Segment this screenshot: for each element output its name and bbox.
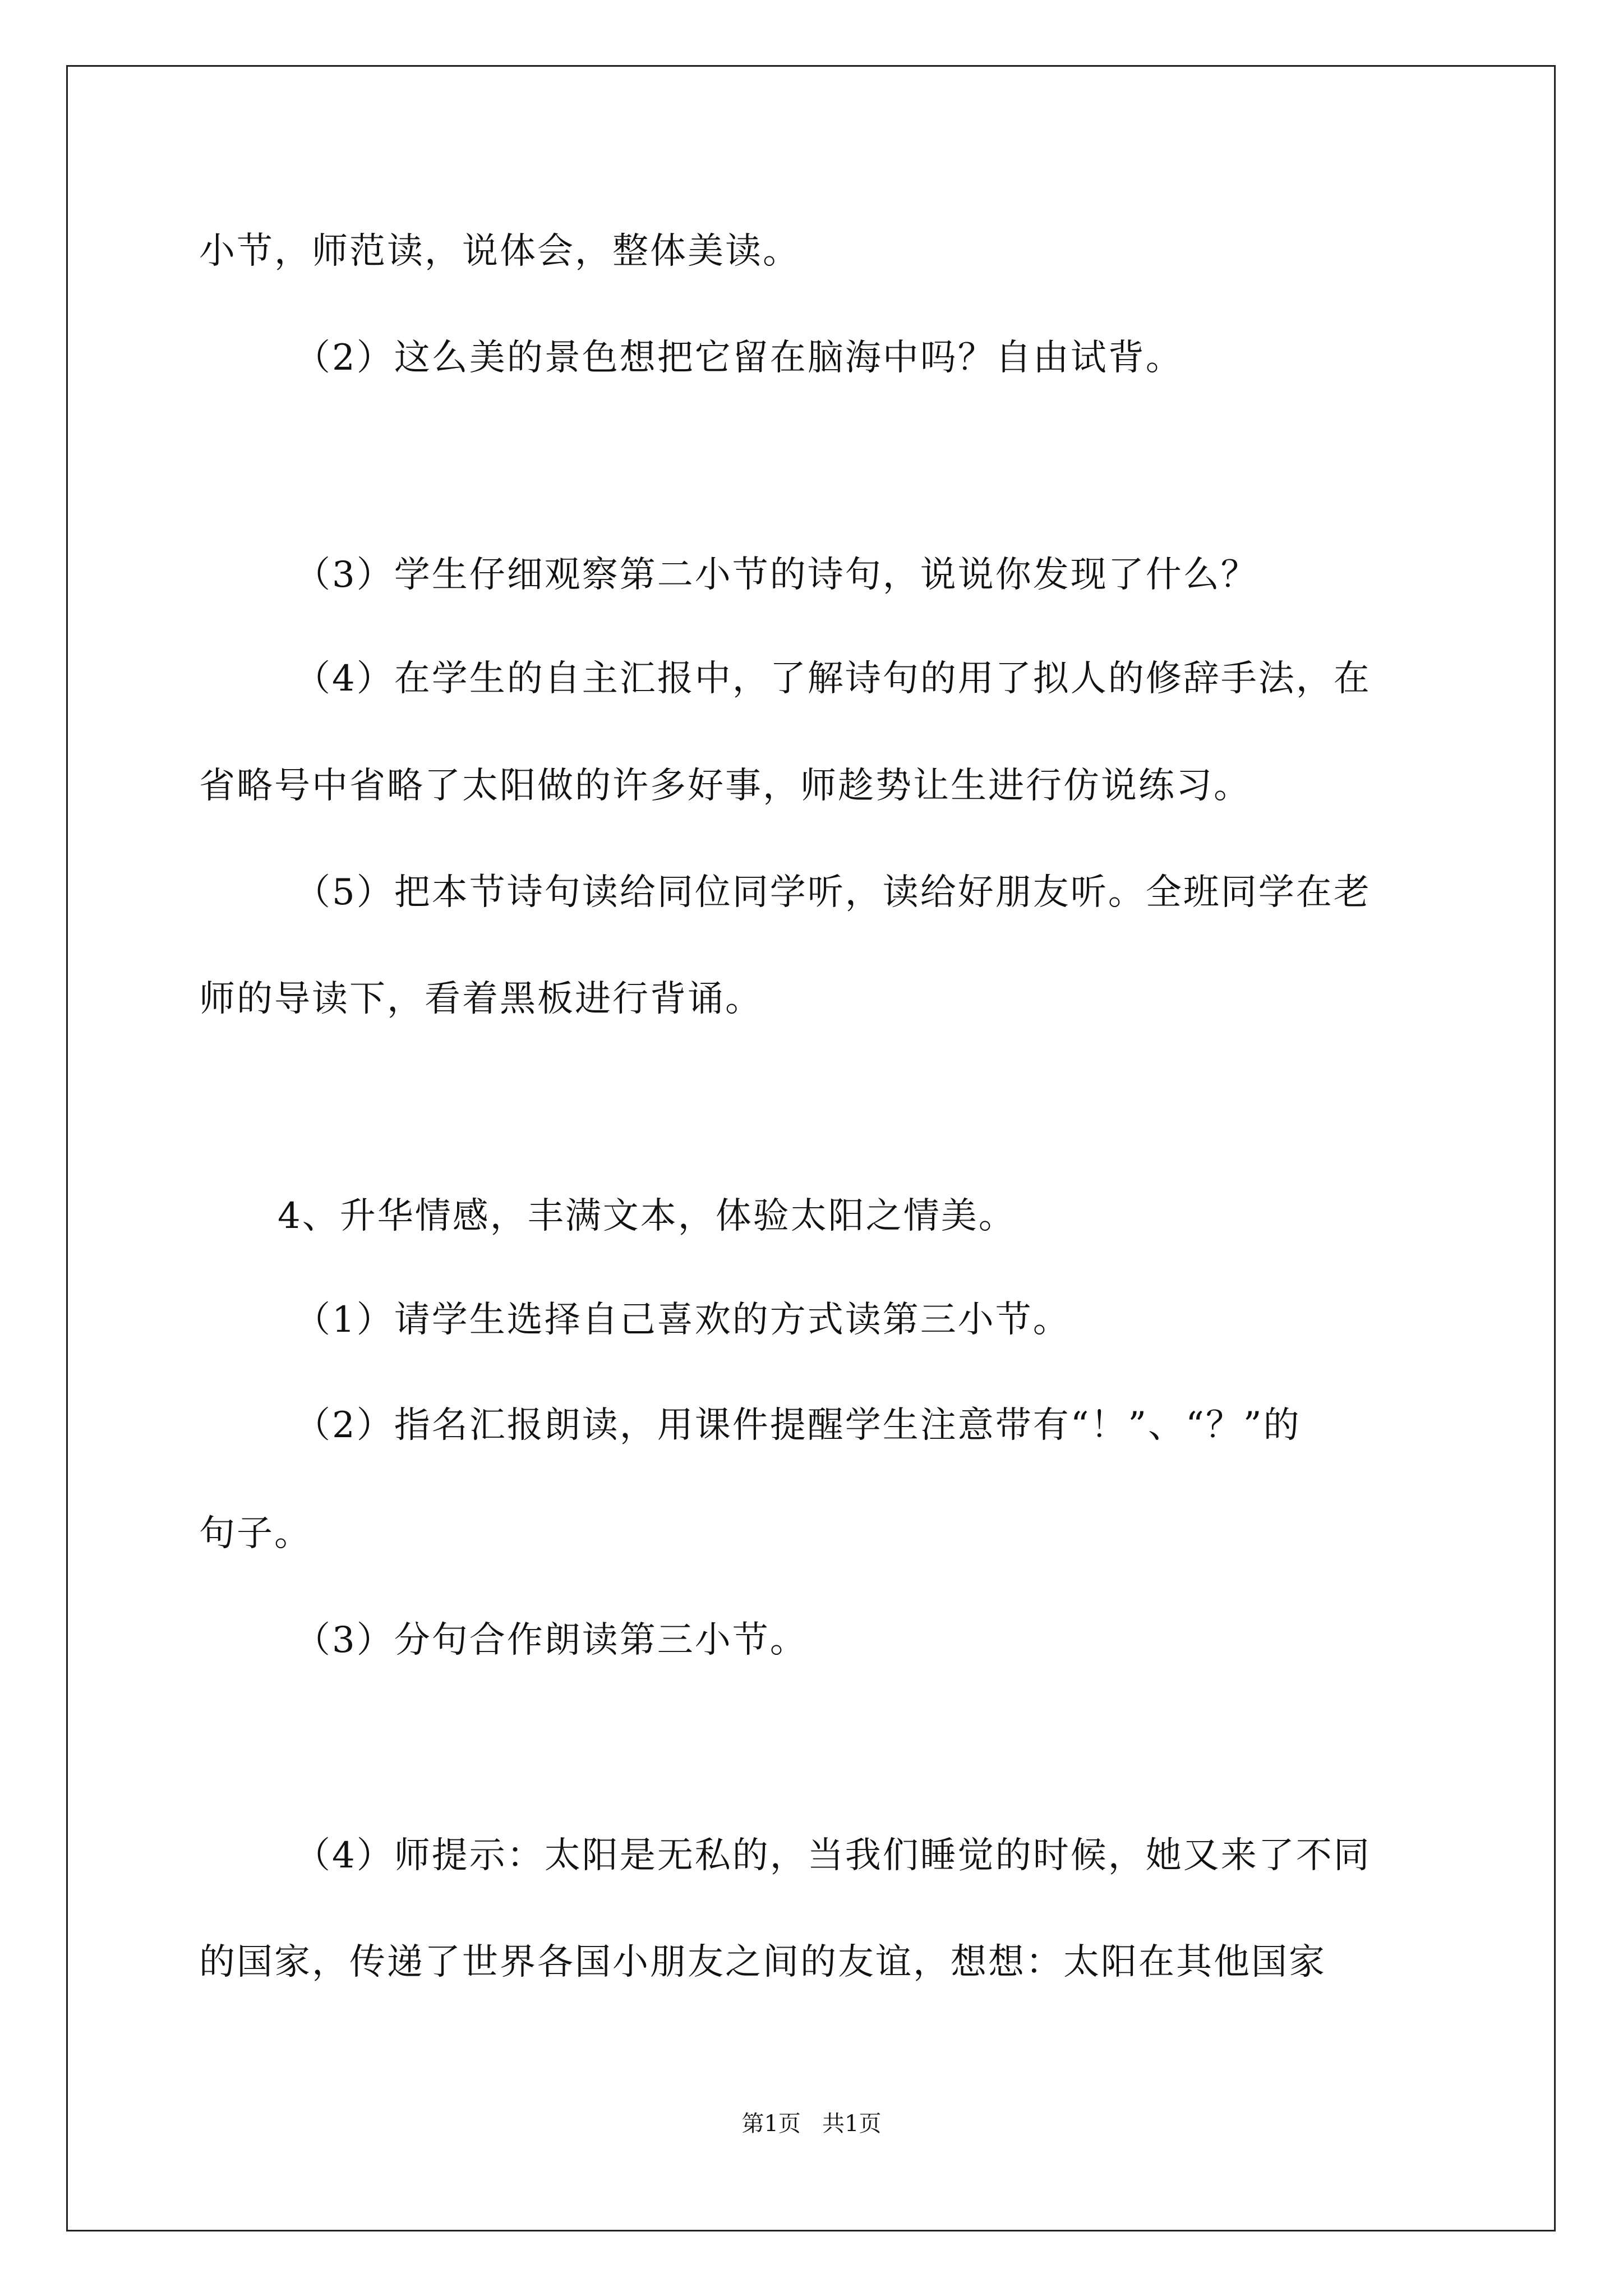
page-border — [66, 65, 1556, 2231]
text-line-10: （2）指名汇报朗读，用课件提醒学生注意带有“！”、“？”的 — [294, 1405, 1301, 1446]
text-line-9: （1）请学生选择自己喜欢的方式读第三小节。 — [294, 1299, 1071, 1341]
text-line-7: 师的导读下，看着黑板进行背诵。 — [199, 978, 763, 1020]
text-line-2: （2）这么美的景色想把它留在脑海中吗？自由试背。 — [294, 337, 1183, 379]
text-line-3: （3）学生仔细观察第二小节的诗句，说说你发现了什么？ — [294, 554, 1258, 596]
text-line-14: 的国家，传递了世界各国小朋友之间的友谊，想想：太阳在其他国家 — [199, 1941, 1326, 1983]
text-line-11: 句子。 — [199, 1513, 312, 1554]
text-line-6: （5）把本节诗句读给同位同学听，读给好朋友听。全班同学在老 — [294, 872, 1371, 913]
section-heading: 4、升华情感，丰满文本，体验太阳之情美。 — [278, 1195, 1016, 1237]
text-line-13: （4）师提示：太阳是无私的，当我们睡觉的时候，她又来了不同 — [294, 1835, 1371, 1876]
text-line-12: （3）分句合作朗读第三小节。 — [294, 1619, 808, 1661]
text-line-4: （4）在学生的自主汇报中，了解诗句的用了拟人的修辞手法，在 — [294, 658, 1371, 700]
page-footer: 第1页 共1页 — [741, 2111, 882, 2137]
text-line-1: 小节，师范读，说体会，整体美读。 — [199, 231, 800, 272]
text-line-5: 省略号中省略了太阳做的许多好事，师趁势让生进行仿说练习。 — [199, 765, 1251, 807]
